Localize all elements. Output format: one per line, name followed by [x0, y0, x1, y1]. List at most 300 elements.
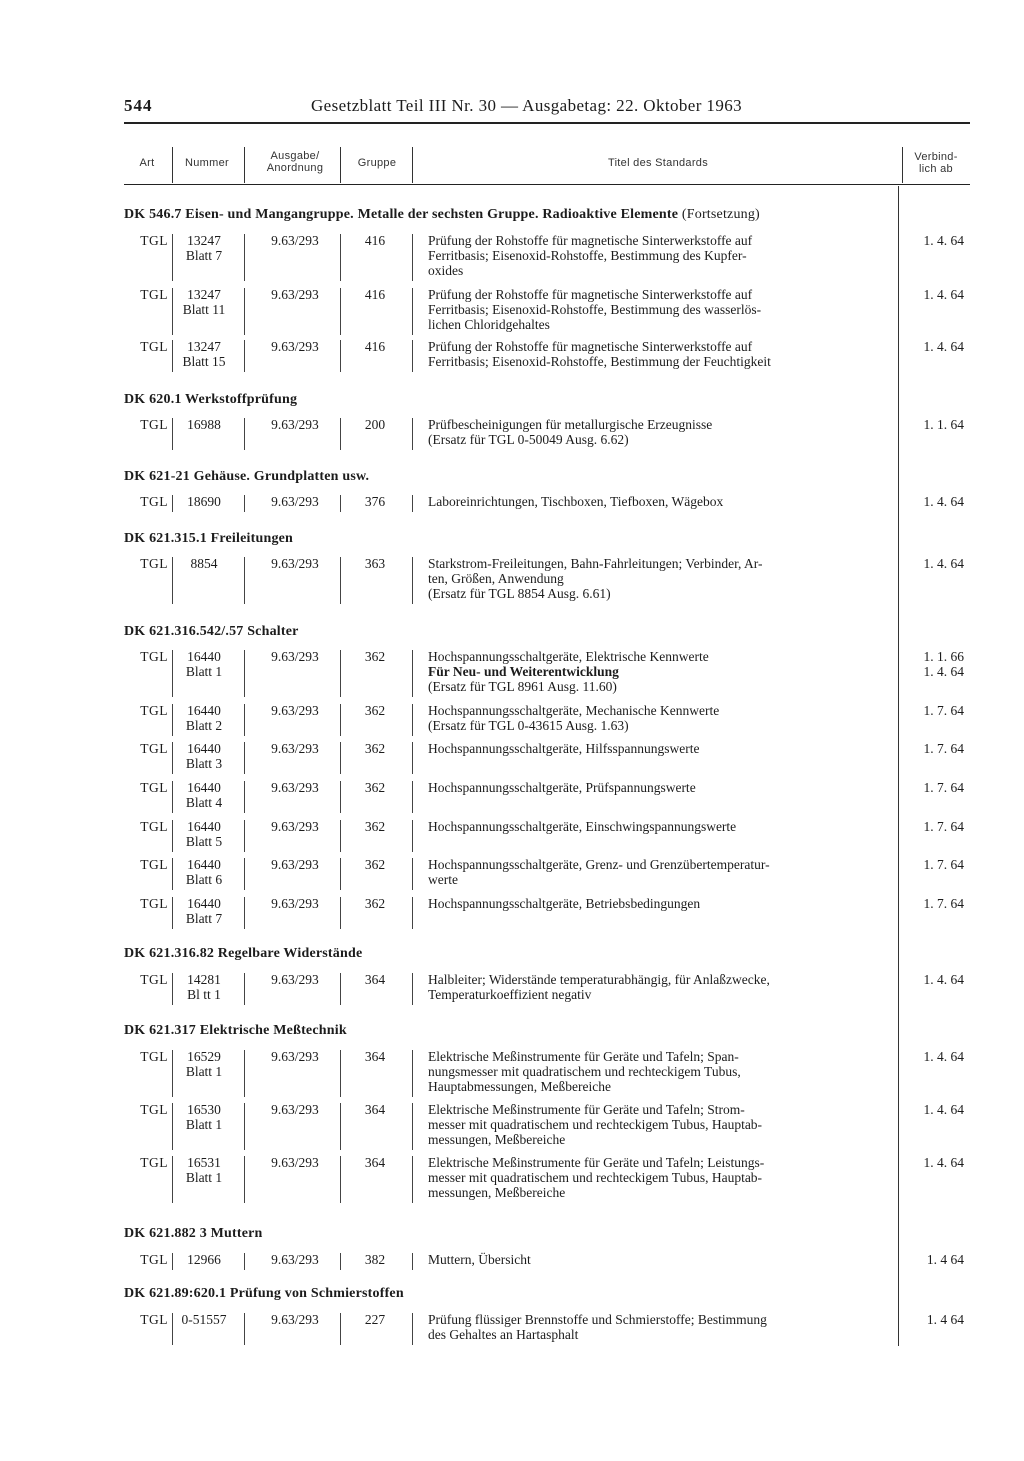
title-line: messer mit quadratischem und rechteckigem Tubus, Hauptab-	[428, 1170, 763, 1185]
standard-type: TGL	[140, 417, 168, 432]
standard-title	[428, 857, 892, 887]
title-line: Halbleiter; Widerstände temperaturabhängig, für Anlaßzwecke,	[428, 972, 770, 987]
standard-title	[428, 780, 892, 795]
standard-number	[174, 1252, 234, 1267]
title-line: Hochspannungsschaltgeräte, Hilfsspannungswerte	[428, 741, 700, 756]
title-line: (Ersatz für TGL 8961 Ausg. 11.60)	[428, 679, 617, 694]
cell-divider	[244, 973, 245, 1005]
cell-divider	[412, 1050, 413, 1097]
standard-type: TGL	[140, 339, 168, 354]
cell-divider	[412, 234, 413, 281]
cell-divider	[340, 781, 341, 813]
standard-type: TGL	[140, 819, 168, 834]
section-heading	[124, 624, 904, 640]
effective-date	[892, 780, 964, 795]
header-bottom-rule	[124, 184, 970, 185]
group-number: 364	[364, 1049, 386, 1064]
effective-date	[892, 1049, 964, 1064]
standard-title	[428, 896, 892, 911]
cell-divider	[244, 495, 245, 512]
section-title: DK 621.317 Elektrische Meßtechnik	[124, 1023, 347, 1038]
standard-title	[428, 339, 892, 369]
issue-reference: 9.63/293	[271, 1252, 319, 1267]
standard-number	[174, 287, 234, 317]
cell-divider	[340, 704, 341, 736]
effective-date	[892, 1102, 964, 1117]
group-number: 416	[364, 339, 386, 354]
standard-title	[428, 649, 892, 694]
section-heading	[124, 946, 904, 962]
effective-date	[892, 703, 964, 718]
title-line: Hochspannungsschaltgeräte, Elektrische Kennwerte	[428, 649, 709, 664]
issue-reference: 9.63/293	[271, 287, 319, 302]
cell-divider	[244, 1156, 245, 1203]
cell-divider	[244, 858, 245, 890]
standard-type: TGL	[140, 1312, 168, 1327]
date-line: 1. 4. 64	[923, 972, 964, 987]
effective-date	[892, 417, 964, 432]
group-number: 362	[364, 703, 386, 718]
group-number: 200	[364, 417, 386, 432]
title-line: Laboreinrichtungen, Tischboxen, Tiefboxen, Wägebox	[428, 494, 724, 509]
title-line: Prüfung flüssiger Brennstoffe und Schmierstoffe; Bestimmung	[428, 1312, 767, 1327]
effective-date	[892, 233, 964, 248]
date-line: 1. 1. 66	[923, 649, 964, 664]
cell-divider	[412, 495, 413, 512]
cell-divider	[412, 288, 413, 335]
cell-divider	[244, 1313, 245, 1345]
cell-divider	[340, 858, 341, 890]
standard-number	[174, 494, 234, 509]
title-line: messer mit quadratischem und rechteckigem Tubus, Hauptab-	[428, 1117, 763, 1132]
effective-date	[892, 896, 964, 911]
group-number: 362	[364, 741, 386, 756]
section-heading	[124, 531, 904, 547]
standard-type: TGL	[140, 1155, 168, 1170]
group-number: 362	[364, 649, 386, 664]
standard-number	[174, 857, 234, 887]
title-line: ten, Größen, Anwendung	[428, 571, 564, 586]
section-heading	[124, 1286, 904, 1302]
title-line: Hochspannungsschaltgeräte, Grenz- und Grenzübertemperatur-	[428, 857, 770, 872]
cell-divider	[340, 1313, 341, 1345]
date-line: 1. 7. 64	[923, 780, 964, 795]
cell-divider	[340, 1103, 341, 1150]
date-line: 1. 4. 64	[923, 233, 964, 248]
sheet-number: Blatt 1	[185, 1064, 223, 1079]
standard-number	[174, 896, 234, 926]
cell-divider	[244, 418, 245, 450]
title-line: Prüfung der Rohstoffe für magnetische Sinterwerkstoffe auf	[428, 339, 753, 354]
group-number: 362	[364, 857, 386, 872]
group-number: 362	[364, 780, 386, 795]
effective-date	[892, 1312, 964, 1327]
group-number: 416	[364, 287, 386, 302]
standard-number	[174, 972, 234, 1002]
cell-divider	[244, 288, 245, 335]
title-line: werte	[428, 872, 458, 887]
cell-divider	[340, 742, 341, 774]
standard-number-value: 16529	[187, 1049, 221, 1064]
standard-number-value: 18690	[187, 494, 221, 509]
date-line: 1. 7. 64	[923, 703, 964, 718]
section-title: DK 620.1 Werkstoffprüfung	[124, 392, 298, 407]
cell-divider	[412, 1253, 413, 1270]
column-divider	[412, 147, 413, 183]
section-title: DK 621-21 Gehäuse. Grundplatten usw.	[124, 469, 370, 484]
standard-type: TGL	[140, 703, 168, 718]
issue-reference: 9.63/293	[271, 1312, 319, 1327]
cell-divider	[340, 288, 341, 335]
title-line: Starkstrom-Freileitungen, Bahn-Fahrleitungen; Verbinder, Ar-	[428, 556, 763, 571]
standard-title	[428, 287, 892, 332]
cell-divider	[412, 418, 413, 450]
group-number: 227	[364, 1312, 386, 1327]
issue-reference: 9.63/293	[271, 1102, 319, 1117]
date-line: 1. 4 64	[926, 1252, 964, 1267]
issue-reference: 9.63/293	[271, 741, 319, 756]
date-line: 1. 4. 64	[923, 556, 964, 571]
cell-divider	[172, 858, 173, 890]
cell-divider	[412, 704, 413, 736]
date-line: 1. 4. 64	[923, 1102, 964, 1117]
date-line: 1. 1. 64	[923, 417, 964, 432]
standard-type: TGL	[140, 287, 168, 302]
cell-divider	[172, 897, 173, 929]
standard-number	[174, 233, 234, 263]
standard-type: TGL	[140, 857, 168, 872]
standard-number-value: 13247	[187, 233, 221, 248]
cell-divider	[340, 1050, 341, 1097]
standard-number	[174, 1102, 234, 1132]
standard-title	[428, 1102, 892, 1147]
title-line: Prüfung der Rohstoffe für magnetische Sinterwerkstoffe auf	[428, 287, 753, 302]
cell-divider	[412, 1103, 413, 1150]
cell-divider	[340, 650, 341, 697]
cell-divider	[244, 557, 245, 604]
standard-type: TGL	[140, 741, 168, 756]
cell-divider	[340, 1253, 341, 1270]
cell-divider	[244, 1103, 245, 1150]
standard-number	[174, 703, 234, 733]
title-line: Prüfbescheinigungen für metallurgische Erzeugnisse	[428, 417, 713, 432]
cell-divider	[244, 704, 245, 736]
standard-number	[174, 556, 234, 571]
column-divider	[172, 147, 173, 183]
date-line: 1. 4. 64	[923, 1155, 964, 1170]
standard-number	[174, 819, 234, 849]
title-line: Elektrische Meßinstrumente für Geräte und Tafeln; Leistungs-	[428, 1155, 765, 1170]
cell-divider	[172, 742, 173, 774]
group-number: 382	[364, 1252, 386, 1267]
title-line: Hochspannungsschaltgeräte, Betriebsbedingungen	[428, 896, 701, 911]
cell-divider	[172, 650, 173, 697]
column-divider	[340, 147, 341, 183]
sheet-number: Blatt 7	[185, 248, 223, 263]
standard-number-value: 16440	[187, 819, 221, 834]
sheet-number: Blatt 3	[185, 756, 223, 771]
title-line: Hochspannungsschaltgeräte, Prüfspannungswerte	[428, 780, 696, 795]
standard-number-value: 16440	[187, 780, 221, 795]
standard-type: TGL	[140, 1102, 168, 1117]
cell-divider	[340, 234, 341, 281]
sheet-number: Blatt 6	[185, 872, 223, 887]
date-line: 1. 4. 64	[923, 287, 964, 302]
cell-divider	[412, 650, 413, 697]
standard-title	[428, 819, 892, 834]
effective-date	[892, 972, 964, 987]
group-number: 362	[364, 896, 386, 911]
standard-number	[174, 741, 234, 771]
effective-date	[892, 556, 964, 571]
issue-reference: 9.63/293	[271, 233, 319, 248]
sheet-number: Blatt 1	[185, 664, 223, 679]
title-line: messungen, Meßbereiche	[428, 1132, 566, 1147]
cell-divider	[172, 340, 173, 372]
title-line: Elektrische Meßinstrumente für Geräte und Tafeln; Strom-	[428, 1102, 745, 1117]
title-line: des Gehaltes an Hartasphalt	[428, 1327, 579, 1342]
standard-number-value: 12966	[187, 1252, 221, 1267]
section-heading	[124, 392, 904, 408]
section-title: DK 546.7 Eisen- und Mangangruppe. Metalle der sechsten Gruppe. Radioaktive Elemente	[124, 207, 679, 222]
title-line: Hauptabmessungen, Meßbereiche	[428, 1079, 611, 1094]
cell-divider	[172, 781, 173, 813]
standard-title	[428, 1049, 892, 1094]
standard-type: TGL	[140, 972, 168, 987]
issue-reference: 9.63/293	[271, 703, 319, 718]
issue-reference: 9.63/293	[271, 972, 319, 987]
cell-divider	[412, 340, 413, 372]
standard-number-value: 8854	[190, 556, 218, 571]
issue-reference: 9.63/293	[271, 780, 319, 795]
title-line: (Ersatz für TGL 0-50049 Ausg. 6.62)	[428, 432, 629, 447]
title-line: (Ersatz für TGL 8854 Ausg. 6.61)	[428, 586, 611, 601]
standard-title	[428, 494, 892, 509]
column-divider	[902, 147, 903, 183]
date-line: 1. 4. 64	[923, 664, 964, 679]
standard-type: TGL	[140, 494, 168, 509]
date-column-rule	[898, 186, 899, 1346]
cell-divider	[172, 1253, 173, 1270]
cell-divider	[172, 495, 173, 512]
issue-reference: 9.63/293	[271, 339, 319, 354]
standard-title	[428, 1252, 892, 1267]
page-header	[124, 94, 970, 120]
section-heading	[124, 1023, 904, 1039]
section-title: DK 621.316.82 Regelbare Widerstände	[124, 946, 363, 961]
cell-divider	[244, 781, 245, 813]
cell-divider	[244, 897, 245, 929]
group-number: 376	[364, 494, 386, 509]
column-header-art: Art	[139, 157, 155, 169]
standard-type: TGL	[140, 780, 168, 795]
standard-number-value: 16440	[187, 703, 221, 718]
effective-date	[892, 857, 964, 872]
cell-divider	[340, 557, 341, 604]
standard-number	[174, 1312, 234, 1327]
cell-divider	[340, 820, 341, 852]
standard-number-value: 13247	[187, 339, 221, 354]
cell-divider	[172, 1103, 173, 1150]
date-line: 1. 7. 64	[923, 896, 964, 911]
cell-divider	[244, 742, 245, 774]
standard-number	[174, 339, 234, 369]
cell-divider	[244, 340, 245, 372]
section-heading	[124, 1226, 904, 1242]
sheet-number: Blatt 1	[185, 1170, 223, 1185]
cell-divider	[172, 234, 173, 281]
cell-divider	[412, 1313, 413, 1345]
cell-divider	[172, 973, 173, 1005]
cell-divider	[412, 742, 413, 774]
issue-reference: 9.63/293	[271, 857, 319, 872]
cell-divider	[340, 897, 341, 929]
column-header-nummer: Nummer	[185, 157, 229, 169]
section-title: DK 621.89:620.1 Prüfung von Schmierstoffen	[124, 1286, 404, 1301]
standard-title	[428, 703, 892, 733]
cell-divider	[340, 1156, 341, 1203]
cell-divider	[340, 418, 341, 450]
standard-title	[428, 417, 892, 447]
cell-divider	[172, 557, 173, 604]
cell-divider	[172, 288, 173, 335]
cell-divider	[412, 820, 413, 852]
sheet-number: Blatt 15	[182, 354, 226, 369]
cell-divider	[412, 897, 413, 929]
standard-title	[428, 1155, 892, 1200]
title-line: Temperaturkoeffizient negativ	[428, 987, 592, 1002]
column-header-gruppe: Gruppe	[357, 157, 397, 169]
cell-divider	[340, 495, 341, 512]
issue-reference: 9.63/293	[271, 1049, 319, 1064]
issue-reference: 9.63/293	[271, 649, 319, 664]
cell-divider	[412, 858, 413, 890]
title-line: Ferritbasis; Eisenoxid-Rohstoffe, Bestimmung der Feuchtigkeit	[428, 354, 771, 369]
title-line: oxides	[428, 263, 464, 278]
group-number: 364	[364, 972, 386, 987]
section-title: DK 621.882 3 Muttern	[124, 1226, 263, 1241]
standard-number	[174, 1049, 234, 1079]
standard-number	[174, 780, 234, 810]
cell-divider	[172, 1156, 173, 1203]
standard-title	[428, 233, 892, 278]
cell-divider	[172, 1050, 173, 1097]
page-number: 544	[124, 96, 153, 115]
sheet-number: Blatt 11	[182, 302, 226, 317]
cell-divider	[172, 418, 173, 450]
standard-number	[174, 417, 234, 432]
sheet-number: Blatt 1	[185, 1117, 223, 1132]
standard-title	[428, 972, 892, 1002]
title-line: Elektrische Meßinstrumente für Geräte und Tafeln; Span-	[428, 1049, 739, 1064]
effective-date	[892, 494, 964, 509]
standard-number-value: 14281	[187, 972, 221, 987]
date-line: 1. 7. 64	[923, 857, 964, 872]
standard-title	[428, 1312, 892, 1342]
standard-type: TGL	[140, 1049, 168, 1064]
cell-divider	[340, 340, 341, 372]
issue-reference: 9.63/293	[271, 819, 319, 834]
effective-date	[892, 287, 964, 302]
standard-title	[428, 741, 892, 756]
group-number: 362	[364, 819, 386, 834]
date-line: 1. 4. 64	[923, 1049, 964, 1064]
column-header-verbindlich: Verbind- lich ab	[914, 151, 958, 175]
page-title: Gesetzblatt Teil III Nr. 30 — Ausgabetag: 22. Oktober 1963	[311, 96, 743, 115]
column-header-ausgabe: Ausgabe/ Anordnung	[266, 150, 324, 174]
date-line: 1. 7. 64	[923, 819, 964, 834]
group-number: 416	[364, 233, 386, 248]
group-number: 363	[364, 556, 386, 571]
title-line: lichen Chloridgehaltes	[428, 317, 550, 332]
standard-type: TGL	[140, 556, 168, 571]
title-line: Ferritbasis; Eisenoxid-Rohstoffe, Bestimmung des wasserlös-	[428, 302, 762, 317]
sheet-number: Blatt 2	[185, 718, 223, 733]
title-line: nungsmesser mit quadratischem und rechteckigem Tubus,	[428, 1064, 741, 1079]
title-line: Für Neu- und Weiterentwicklung	[428, 664, 619, 679]
cell-divider	[244, 650, 245, 697]
issue-reference: 9.63/293	[271, 556, 319, 571]
sheet-number: Bl tt 1	[187, 987, 221, 1002]
section-heading	[124, 469, 904, 485]
standard-number-value: 16440	[187, 857, 221, 872]
cell-divider	[340, 973, 341, 1005]
effective-date	[892, 819, 964, 834]
cell-divider	[172, 704, 173, 736]
column-divider	[244, 147, 245, 183]
cell-divider	[244, 234, 245, 281]
standard-number-value: 16440	[187, 649, 221, 664]
standard-number-value: 16531	[187, 1155, 221, 1170]
section-title: DK 621.316.542/.57 Schalter	[124, 624, 299, 639]
title-line: Muttern, Übersicht	[428, 1252, 531, 1267]
date-line: 1. 4. 64	[923, 494, 964, 509]
title-line: Hochspannungsschaltgeräte, Mechanische Kennwerte	[428, 703, 720, 718]
cell-divider	[244, 820, 245, 852]
cell-divider	[412, 557, 413, 604]
effective-date	[892, 649, 964, 679]
effective-date	[892, 741, 964, 756]
column-header-titel: Titel des Standards	[607, 157, 709, 169]
standard-title	[428, 556, 892, 601]
effective-date	[892, 339, 964, 354]
standard-type: TGL	[140, 1252, 168, 1267]
title-line: messungen, Meßbereiche	[428, 1185, 566, 1200]
standard-number-value: 0-51557	[181, 1312, 227, 1327]
group-number: 364	[364, 1155, 386, 1170]
standard-number	[174, 1155, 234, 1185]
cell-divider	[172, 1313, 173, 1345]
section-heading	[124, 207, 904, 223]
top-rule	[124, 122, 970, 124]
standard-type: TGL	[140, 896, 168, 911]
cell-divider	[412, 781, 413, 813]
cell-divider	[244, 1253, 245, 1270]
date-line: 1. 4. 64	[923, 339, 964, 354]
sheet-number: Blatt 4	[185, 795, 223, 810]
title-line: Prüfung der Rohstoffe für magnetische Sinterwerkstoffe auf	[428, 233, 753, 248]
issue-reference: 9.63/293	[271, 1155, 319, 1170]
standard-number-value: 16530	[187, 1102, 221, 1117]
date-line: 1. 4 64	[926, 1312, 964, 1327]
cell-divider	[172, 820, 173, 852]
sheet-number: Blatt 7	[185, 911, 223, 926]
effective-date	[892, 1155, 964, 1170]
issue-reference: 9.63/293	[271, 494, 319, 509]
standard-number-value: 16440	[187, 896, 221, 911]
sheet-number: Blatt 5	[185, 834, 223, 849]
section-title: DK 621.315.1 Freileitungen	[124, 531, 294, 546]
